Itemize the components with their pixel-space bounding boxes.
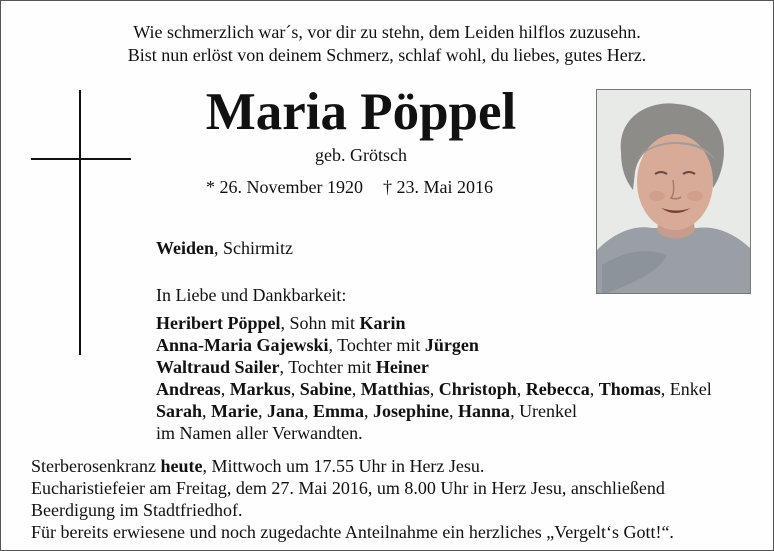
partner-name: Heiner [375,357,429,377]
maiden-name: geb. Grötsch [315,145,407,165]
great-grandchild-name: Marie [211,401,258,421]
great-grandchildren-line [156,400,712,422]
great-grandchild-name: Jana [266,401,304,421]
separator: , [516,379,526,399]
separator: , [257,401,267,421]
eucharist-notice: Eucharistiefeier am Freitag, dem 27. Mai 2016, um 8.00 Uhr in Herz Jesu, anschließend [31,478,665,498]
birth-date: * 26. November 1920 [206,177,363,197]
great-grandchild-name: Sarah [156,401,203,421]
partner-name: Karin [359,313,406,333]
relation-text: , Sohn mit [280,313,360,333]
rosary-time: , Mittwoch um 17.55 Uhr in Herz Jesu. [202,456,485,476]
relation-text: , Enkel [660,379,712,399]
great-grandchild-name: Josephine [373,401,450,421]
separator: , [202,401,212,421]
deceased-name: Maria Pöppel [205,83,517,141]
mourner-name: Waltraud Sailer [156,357,280,377]
rosary-notice [31,455,674,477]
relation-text: , Tochter mit [279,357,376,377]
cross-icon-bar [31,158,131,160]
portrait-photo [596,89,751,294]
life-dates [206,177,493,198]
grandchild-name: Matthias [360,379,430,399]
relatives-line: im Namen aller Verwandten. [156,423,363,443]
mourners-list [156,312,712,444]
partner-name: Jürgen [424,335,479,355]
great-grandchild-name: Hanna [458,401,511,421]
grandchild-name: Rebecca [525,379,590,399]
separator: , [429,379,439,399]
relation-text: , Tochter mit [328,335,425,355]
separator: , [589,379,599,399]
residence-district: , Schirmitz [214,238,294,258]
thanks-line: In Liebe und Dankbarkeit: [156,285,347,305]
mourner-name: Heribert Pöppel [156,313,281,333]
relation-text: , Urenkel [510,401,578,421]
mourner-line [156,312,712,334]
grandchild-name: Thomas [598,379,661,399]
verse-line-2: Bist nun erlöst von deinem Schmerz, schlaf wohl, du liebes, gutes Herz. [127,45,647,65]
burial-notice: Beerdigung im Stadtfriedhof. [31,500,243,520]
grandchild-name: Andreas [156,379,221,399]
portrait-image [597,90,751,294]
separator: , [304,401,313,421]
separator: , [449,401,459,421]
separator: , [364,401,373,421]
memorial-verse [1,21,773,67]
separator: , [220,379,230,399]
separator: , [351,379,361,399]
grandchild-name: Sabine [299,379,352,399]
gratitude-notice: Für bereits erwiesene und noch zugedachte Anteilnahme ein herzliches „Vergelt‘s Gott!“. [31,522,674,542]
death-date: † 23. Mai 2016 [382,177,493,197]
verse-line-1: Wie schmerzlich war´s, vor dir zu stehn, dem Leiden hilflos zuzusehn. [133,22,641,42]
great-grandchild-name: Emma [313,401,364,421]
residence-city: Weiden [156,238,215,258]
grandchildren-line [156,378,712,400]
cross-icon [79,90,81,355]
mourner-line [156,356,712,378]
mourner-name: Anna-Maria Gajewski [156,335,329,355]
grandchild-name: Christoph [438,379,517,399]
residence [156,238,293,259]
service-notices [31,455,674,543]
grandchild-name: Markus [229,379,291,399]
rosary-day: heute [160,456,203,476]
separator: , [290,379,300,399]
rosary-text: Sterberosenkranz [31,456,161,476]
mourner-line [156,334,712,356]
